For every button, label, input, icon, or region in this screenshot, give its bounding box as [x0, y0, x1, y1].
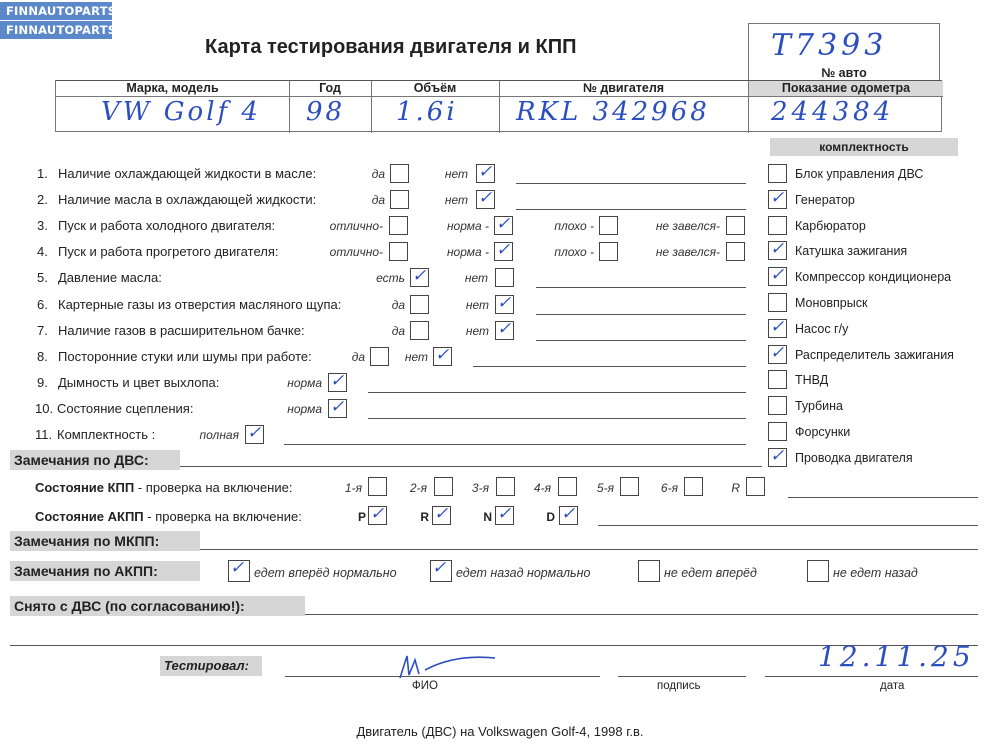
gear-label: 4-я — [533, 481, 551, 495]
gear-checkbox[interactable] — [434, 477, 453, 496]
option-checkbox[interactable] — [494, 242, 513, 261]
option-label: да — [371, 167, 385, 181]
option-label: не завелся- — [655, 219, 720, 234]
question-number: 6. — [37, 296, 48, 312]
kpp-state-label: Состояние КПП - проверка на включение: — [35, 480, 293, 495]
option-checkbox[interactable] — [495, 268, 514, 287]
question-answer-line — [473, 366, 746, 367]
option-label: отлично- — [329, 245, 383, 260]
akpp-remark-label: едет вперёд нормально — [254, 566, 397, 580]
akpp-gear-checkbox[interactable] — [368, 506, 387, 525]
option-label: нет — [444, 167, 468, 181]
check-mark-icon: ✓ — [478, 188, 493, 209]
check-mark-icon: ✓ — [770, 342, 785, 363]
option-label: норма - — [446, 219, 489, 234]
check-mark-icon: ✓ — [770, 265, 785, 286]
option-checkbox[interactable] — [410, 268, 429, 287]
auto-number-label: № авто — [821, 66, 867, 80]
option-checkbox[interactable] — [476, 164, 495, 183]
check-mark-icon: ✓ — [770, 187, 785, 208]
tested-label: Тестировал: — [160, 656, 262, 676]
date-label: дата — [880, 680, 905, 692]
gear-label: R — [731, 481, 740, 495]
watermark-logo: FINNAUTOPARTS — [0, 21, 112, 39]
question-text: Посторонние стуки или шумы при работе: — [58, 348, 312, 364]
check-mark-icon: ✓ — [496, 240, 511, 261]
akpp-gear-label: N — [483, 510, 492, 524]
auto-number-value: Т7393 — [771, 28, 888, 63]
option-checkbox[interactable] — [328, 370, 347, 392]
value-year: 98 — [306, 97, 346, 127]
gear-checkbox[interactable] — [558, 477, 577, 496]
gear-checkbox[interactable] — [368, 477, 387, 496]
value-odometer: 244384 — [771, 97, 895, 127]
option-checkbox[interactable] — [390, 190, 409, 209]
check-mark-icon: ✓ — [561, 504, 576, 524]
komplekt-checkbox[interactable] — [768, 164, 787, 183]
option-label: да — [391, 297, 405, 312]
check-mark-icon: ✓ — [497, 292, 512, 313]
akpp-remark-label: не едет назад — [833, 566, 918, 580]
gear-checkbox[interactable] — [496, 477, 515, 496]
question-text: Пуск и работа холодного двигателя: — [58, 218, 276, 234]
value-engine-no: RKL 342968 — [516, 97, 710, 127]
col-header-odometer: Показание одометра — [781, 81, 911, 95]
value-model: VW Golf 4 — [101, 97, 261, 127]
akpp-gear-checkbox[interactable] — [432, 506, 451, 525]
header-table — [55, 80, 942, 132]
komplekt-checkbox[interactable] — [768, 316, 787, 338]
col-header-year: Год — [319, 81, 341, 95]
col-header-model: Марка, модель — [126, 81, 219, 95]
check-mark-icon: ✓ — [770, 445, 785, 466]
option-checkbox[interactable] — [328, 396, 347, 418]
check-mark-icon: ✓ — [770, 239, 785, 260]
question-answer-line — [536, 340, 746, 341]
remarks-akpp-label: Замечания по АКПП: — [10, 561, 200, 581]
komplekt-checkbox[interactable] — [768, 422, 787, 441]
akpp-gear-checkbox[interactable] — [495, 506, 514, 525]
gear-label: 3-я — [471, 481, 489, 495]
option-label: есть — [376, 271, 405, 286]
akpp-remark-label: не едет вперёд — [664, 566, 757, 580]
komplekt-title: комплектность — [770, 138, 958, 156]
akpp-gear-checkbox[interactable] — [559, 506, 578, 525]
gear-checkbox[interactable] — [620, 477, 639, 496]
question-number: 10. — [35, 400, 54, 416]
komplekt-item-label: Катушка зажигания — [795, 244, 908, 259]
option-label: нет — [444, 193, 468, 208]
check-mark-icon: ✓ — [478, 162, 493, 182]
check-mark-icon: ✓ — [330, 396, 345, 417]
question-number: 9. — [37, 374, 48, 390]
komplekt-checkbox[interactable] — [768, 267, 787, 286]
option-label: норма — [287, 375, 322, 390]
akpp-state-label: Состояние АКПП - проверка на включение: — [35, 509, 302, 524]
auto-number-box — [748, 23, 940, 82]
question-answer-line — [284, 444, 746, 445]
komplekt-checkbox[interactable] — [768, 342, 787, 364]
option-checkbox[interactable] — [599, 242, 618, 261]
watermark-logo: FINNAUTOPARTS — [0, 2, 112, 20]
check-mark-icon: ✓ — [432, 558, 447, 578]
remarks-dvs-line — [180, 466, 762, 467]
question-answer-line — [368, 392, 746, 393]
option-checkbox[interactable] — [726, 242, 745, 261]
question-text: Наличие охлаждающей жидкости в масле: — [58, 166, 317, 181]
question-number: 1. — [37, 166, 48, 181]
option-checkbox[interactable] — [410, 321, 429, 340]
gear-checkbox[interactable] — [746, 477, 765, 496]
question-text: Давление масла: — [58, 270, 162, 286]
komplekt-item-label: Моновпрыск — [795, 296, 868, 310]
check-mark-icon: ✓ — [370, 504, 385, 524]
check-mark-icon: ✓ — [435, 344, 450, 365]
col-header-engine-no: № двигателя — [582, 81, 665, 95]
komplekt-item-label: Проводка двигателя — [795, 450, 913, 465]
komplekt-checkbox[interactable] — [768, 396, 787, 415]
option-checkbox[interactable] — [433, 344, 452, 366]
question-text: Комплектность : — [57, 427, 156, 442]
option-checkbox[interactable] — [495, 318, 514, 340]
option-checkbox[interactable] — [370, 347, 389, 366]
date-line — [765, 676, 978, 677]
date-value: 12.11.25 — [818, 640, 975, 673]
question-answer-line — [516, 209, 746, 210]
question-number: 8. — [37, 348, 48, 364]
akpp-remark-label: едет назад нормально — [456, 566, 591, 580]
check-mark-icon: ✓ — [497, 504, 512, 524]
question-text: Пуск и работа прогретого двигателя: — [58, 244, 279, 260]
option-label: нет — [464, 271, 488, 286]
option-label: не завелся- — [655, 245, 720, 260]
option-checkbox[interactable] — [245, 425, 264, 444]
question-text: Наличие газов в расширительном бачке: — [58, 322, 305, 338]
komplekt-item-label: ТНВД — [795, 373, 829, 388]
option-label: плохо - — [554, 219, 594, 234]
komplekt-checkbox[interactable] — [768, 241, 787, 260]
signature-scribble — [395, 650, 505, 680]
option-label: отлично- — [329, 219, 383, 234]
gear-label: 1-я — [344, 481, 362, 495]
question-number: 2. — [37, 192, 48, 208]
option-label: да — [371, 193, 385, 208]
fio-label: ФИО — [412, 680, 438, 692]
sign-line — [618, 676, 746, 677]
remarks-mkpp-label: Замечания по МКПП: — [10, 531, 200, 551]
check-mark-icon: ✓ — [330, 370, 345, 391]
option-label: нет — [404, 349, 428, 364]
check-mark-icon: ✓ — [247, 423, 262, 443]
check-mark-icon: ✓ — [496, 214, 511, 235]
check-mark-icon: ✓ — [770, 316, 785, 337]
komplekt-checkbox[interactable] — [768, 370, 787, 389]
option-checkbox[interactable] — [390, 164, 409, 183]
option-checkbox[interactable] — [494, 216, 513, 235]
question-answer-line — [536, 287, 746, 288]
check-mark-icon: ✓ — [230, 558, 245, 578]
komplekt-item-label: Турбина — [795, 399, 843, 414]
option-checkbox[interactable] — [599, 216, 618, 235]
option-checkbox[interactable] — [389, 242, 408, 261]
akpp-gear-label: D — [546, 510, 555, 524]
akpp-remark-checkbox[interactable] — [807, 560, 829, 582]
akpp-remark-checkbox[interactable] — [430, 560, 452, 582]
remarks-dvs-label: Замечания по ДВС: — [10, 450, 180, 470]
question-answer-line — [536, 314, 746, 315]
gear-checkbox[interactable] — [684, 477, 703, 496]
akpp-remark-checkbox[interactable] — [638, 560, 660, 582]
question-answer-line — [368, 418, 746, 419]
image-caption: Двигатель (ДВС) на Volkswagen Golf-4, 1998 г.в. — [356, 724, 644, 739]
question-number: 4. — [37, 244, 48, 260]
removed-label: Снято с ДВС (по согласованию!): — [10, 596, 305, 616]
komplekt-item-label: Компрессор кондиционера — [795, 270, 952, 285]
akpp-line — [598, 525, 978, 526]
komplekt-checkbox[interactable] — [768, 445, 787, 467]
question-text: Наличие масла в охлаждающей жидкости: — [58, 192, 317, 208]
question-text: Картерные газы из отверстия масляного щупа: — [58, 296, 342, 312]
remarks-mkpp-line — [200, 549, 978, 550]
value-volume: 1.6i — [396, 97, 458, 127]
question-number: 7. — [37, 322, 48, 338]
gear-label: 5-я — [596, 481, 614, 495]
check-mark-icon: ✓ — [497, 318, 512, 339]
sign-label: подпись — [657, 680, 701, 692]
option-checkbox[interactable] — [726, 216, 745, 235]
option-label: нет — [465, 297, 489, 312]
option-checkbox[interactable] — [476, 190, 495, 209]
option-label: плохо - — [554, 245, 594, 260]
akpp-gear-label: P — [357, 510, 366, 524]
question-text: Дымность и цвет выхлопа: — [58, 374, 220, 390]
option-checkbox[interactable] — [495, 292, 514, 314]
akpp-remark-checkbox[interactable] — [228, 560, 250, 582]
option-label: да — [351, 349, 365, 364]
option-checkbox[interactable] — [389, 216, 408, 235]
komplekt-checkbox[interactable] — [768, 216, 787, 235]
option-checkbox[interactable] — [410, 295, 429, 314]
form-title: Карта тестирования двигателя и КПП — [205, 36, 577, 58]
question-number: 5. — [37, 270, 48, 286]
gear-label: 2-я — [409, 481, 427, 495]
question-number: 3. — [37, 218, 48, 234]
kpp-line — [788, 497, 978, 498]
komplekt-item-label: Карбюратор — [795, 218, 866, 233]
option-label: норма — [287, 401, 322, 416]
option-label: да — [391, 323, 405, 338]
option-label: полная — [199, 428, 239, 442]
removed-line — [305, 614, 978, 615]
check-mark-icon: ✓ — [412, 266, 427, 287]
question-text: Состояние сцепления: — [57, 400, 194, 416]
komplekt-item-label: Распределитель зажигания — [795, 347, 954, 362]
komplekt-item-label: Насос г/у — [795, 321, 849, 336]
komplekt-item-label: Форсунки — [795, 425, 851, 439]
question-number: 11. — [35, 427, 53, 442]
check-mark-icon: ✓ — [434, 504, 449, 524]
komplekt-item-label: Блок управления ДВС — [795, 167, 924, 181]
akpp-gear-label: R — [420, 510, 429, 524]
option-label: нет — [465, 323, 489, 338]
col-header-volume: Объём — [413, 81, 457, 95]
gear-label: 6-я — [660, 481, 678, 495]
komplekt-checkbox[interactable] — [768, 293, 787, 312]
komplekt-item-label: Генератор — [795, 192, 855, 207]
komplekt-checkbox[interactable] — [768, 187, 787, 209]
question-answer-line — [516, 183, 746, 184]
option-label: норма - — [446, 245, 489, 260]
